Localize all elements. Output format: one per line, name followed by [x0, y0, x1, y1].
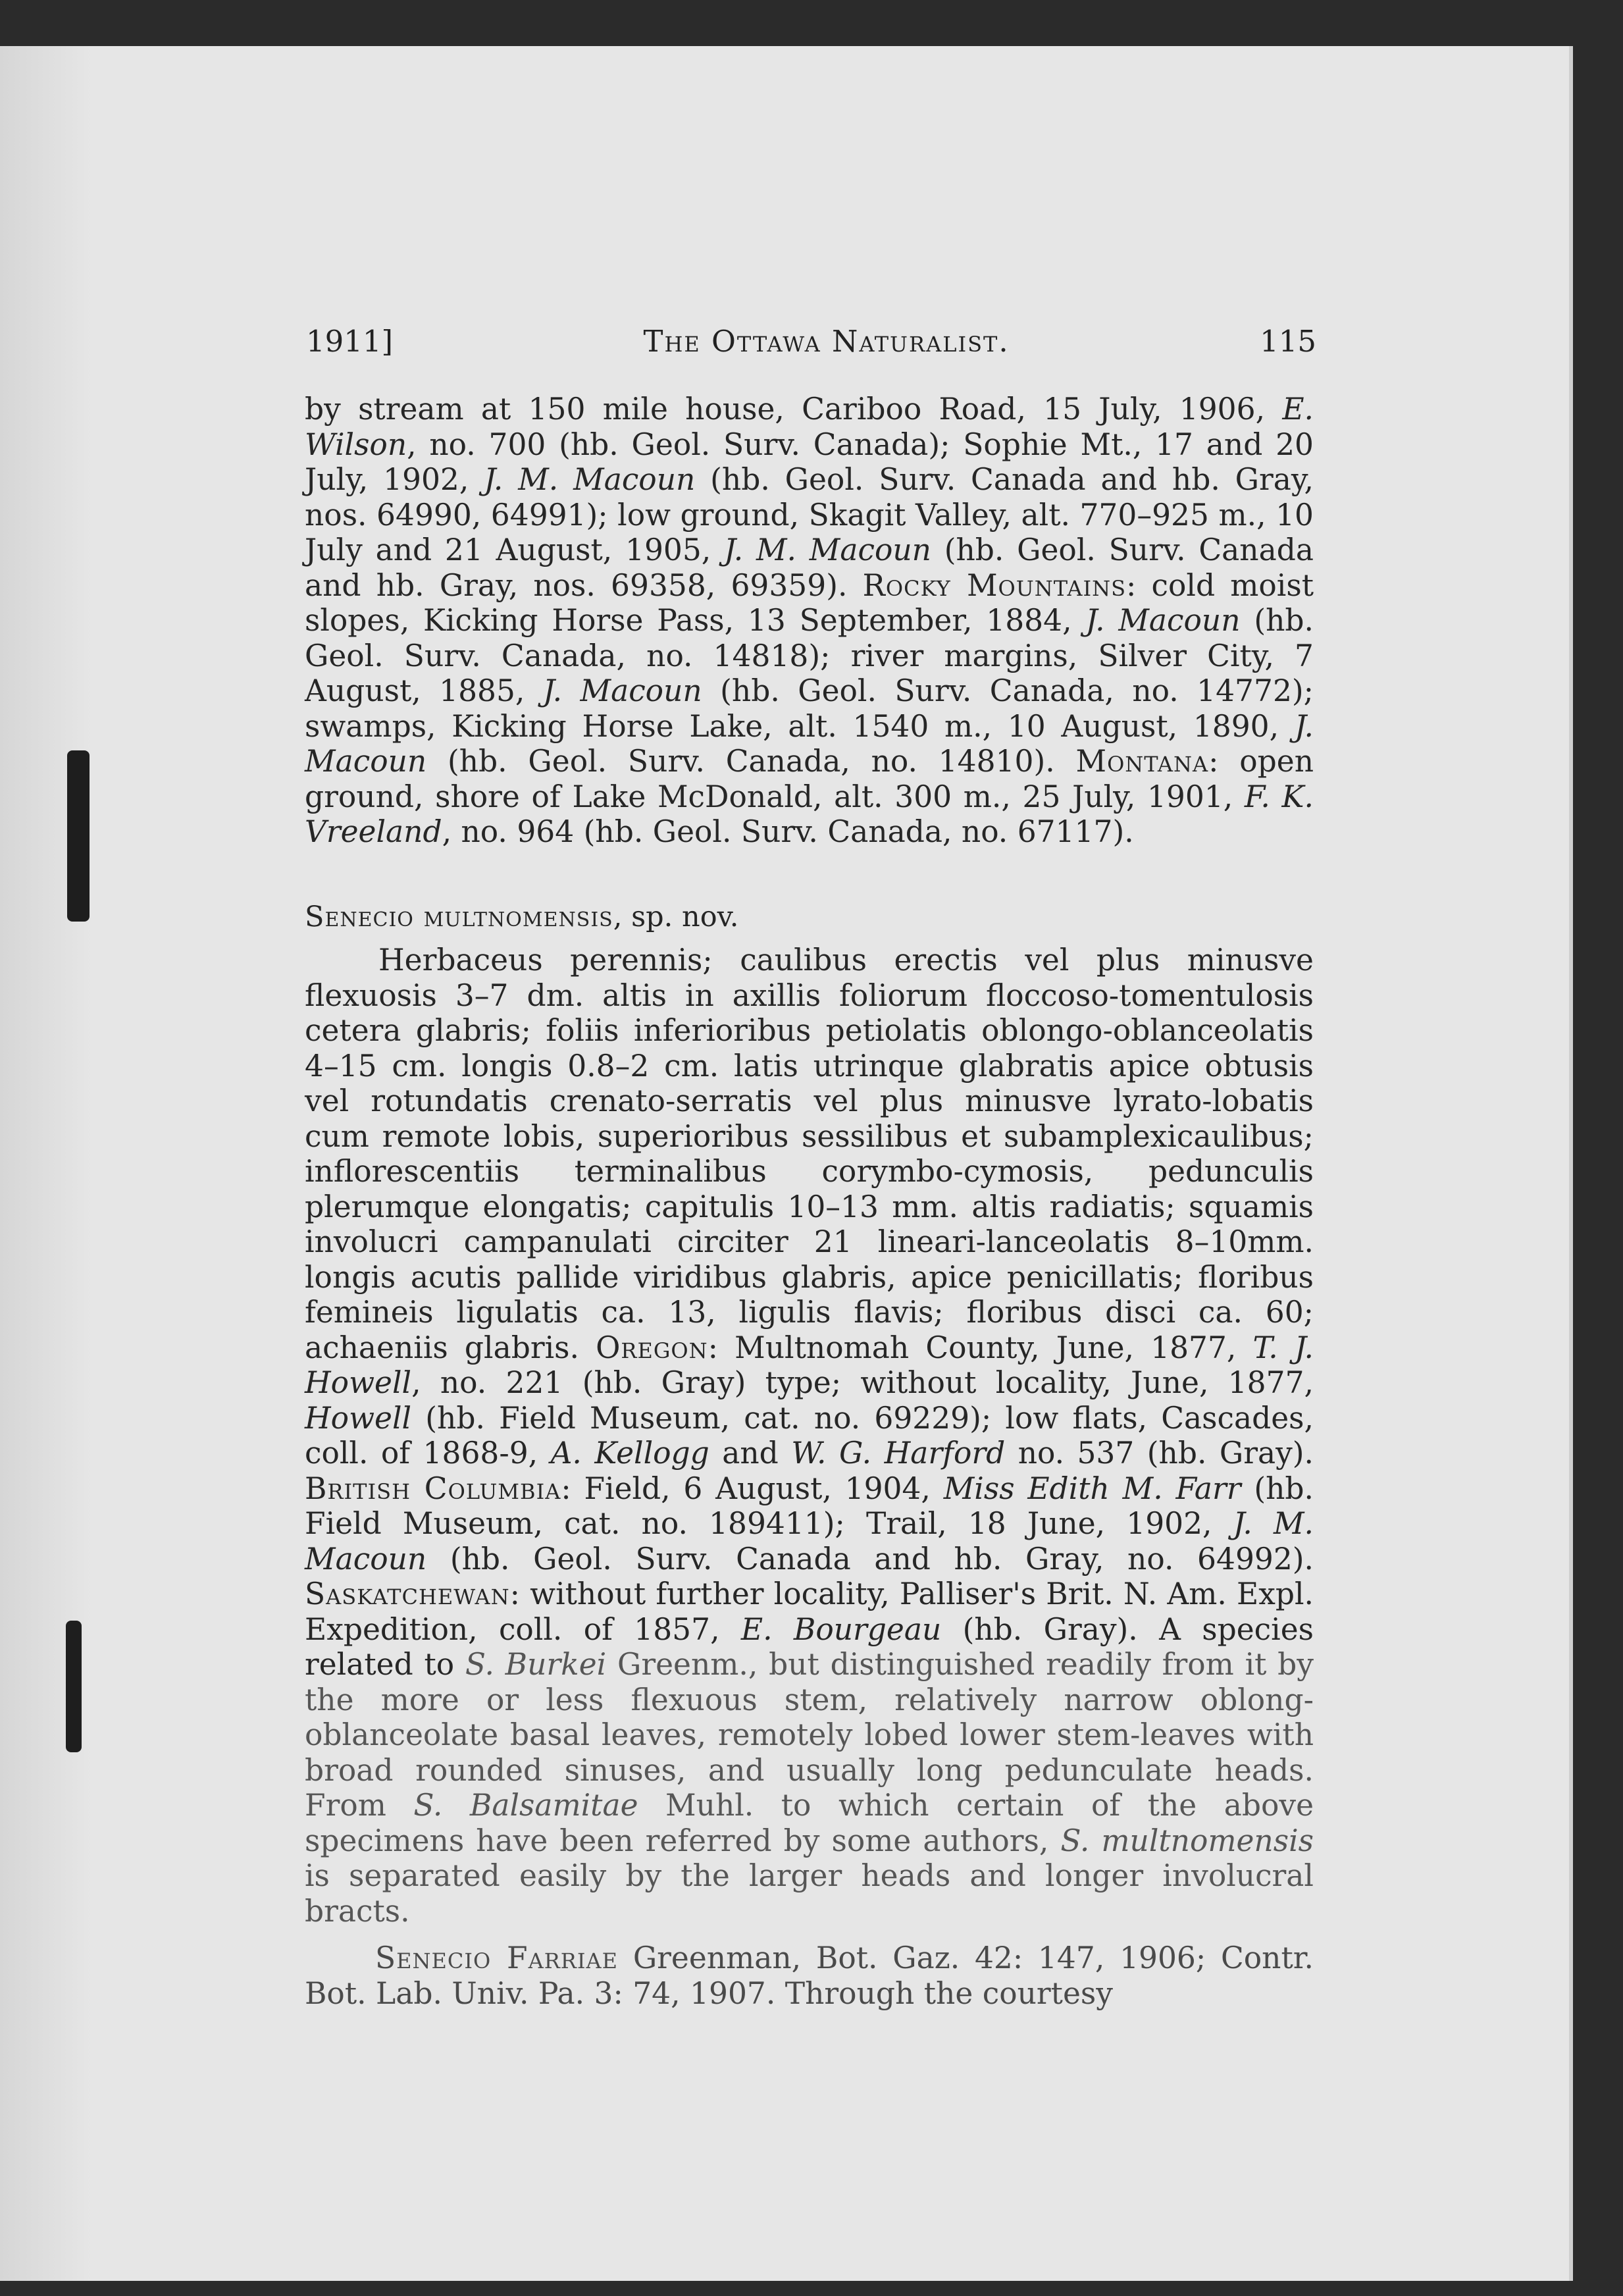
- region-montana: Montana: [1075, 744, 1209, 779]
- region-oregon: Oregon: [596, 1330, 708, 1365]
- region-saskatchewan: Saskatchewan: [305, 1577, 510, 1611]
- paragraph-species-description: Herbaceus perennis; caulibus erectis vel plus minusve flexuosis 3–7 dm. altis in axillis foliorum floccoso-tomentulosis cetera glabris; foliis inferioribus petiolatis oblongo-oblanceolatis 4–15 cm. longis 0.8–2 cm. latis utrinque glabratis apice obtusis vel rotundatis crenato-serratis vel plus minusve lyrato-lobatis cum remote lobis, superioribus sessilibus et subamplexicaulibus; inflorescentiis terminalibus corymbo-cymosis, pedunculis plerumque elongatis; capitulis 10–13 mm. altis radiatis; squamis involucri campanulati circiter 21 lineari-lanceolatis 8–10mm. longis acutis pallide viridibus glabris, apice penicillatis; floribus femineis ligulatis ca. 13, ligulis flavis; floribus disci ca. 60; achaeniis glabris. Oregon: Multnomah County, June, 1877, T. J. Howell, no. 221 (hb. Gray) type; without locality, June, 1877, Howell (hb. Field Museum, cat. no. 69229); low flats, Cascades, coll. of 1868-9, A. Kellogg and W. G. Harford no. 537 (hb. Gray). British Columbia: Field, 6 August, 1904, Miss Edith M. Farr (hb. Field Museum, cat. no. 189411); Trail, 18 June, 1902, J. M. Macoun (hb. Geol. Surv. Canada and hb. Gray, no. 64992). Saskatchewan: without further locality, Palliser's Brit. N. Am. Expl. Expedition, coll. of 1857, E. Bourgeau (hb. Gray). A species related to S. Burkei Greenm., but distinguished readily from it by the more or less flexuous stem, relatively narrow oblong-oblanceolate basal leaves, remotely lobed lower stem-leaves with broad rounded sinuses, and usually long pedunculate heads. From S. Balsamitae Muhl. to which certain of the above specimens have been referred by some authors, S. multnomensis is separated easily by the larger heads and longer involucral bracts.: [305, 943, 1314, 1929]
- page-gutter-shadow: [0, 46, 92, 2281]
- margin-mark-bottom: [66, 1621, 82, 1752]
- margin-mark-top: [67, 750, 90, 922]
- paragraph-specimens-continued: by stream at 150 mile house, Cariboo Road, 15 July, 1906, E. Wilson, no. 700 (hb. Geol. Surv. Canada); Sophie Mt., 17 and 20 July, 1902, J. M. Macoun (hb. Geol. Surv. Canada and hb. Gray, nos. 64990, 64991); low ground, Skagit Valley, alt. 770–925 m., 10 July and 21 August, 1905, J. M. Macoun (hb. Geol. Surv. Canada and hb. Gray, nos. 69358, 69359). Rocky Mountains: cold moist slopes, Kicking Horse Pass, 13 September, 1884, J. Macoun (hb. Geol. Surv. Canada, no. 14818); river margins, Silver City, 7 August, 1885, J. Macoun (hb. Geol. Surv. Canada, no. 14772); swamps, Kicking Horse Lake, alt. 1540 m., 10 August, 1890, J. Macoun (hb. Geol. Surv. Canada, no. 14810). Montana: open ground, shore of Lake McDonald, alt. 300 m., 25 July, 1901, F. K. Vreeland, no. 964 (hb. Geol. Surv. Canada, no. 67117).: [305, 392, 1314, 849]
- region-rocky-mountains: Rocky Mountains: [862, 567, 1127, 603]
- journal-title: The Ottawa Naturalist.: [643, 324, 1010, 359]
- running-head: [306, 324, 1316, 363]
- species-name: Senecio multnomensis: [305, 900, 613, 933]
- region-british-columbia: British Columbia: [305, 1471, 561, 1506]
- paragraph-senecio-farriae: Senecio Farriae Greenman, Bot. Gaz. 42: 147, 1906; Contr. Bot. Lab. Univ. Pa. 3: 74, 1907. Through the courtesy: [305, 1941, 1314, 2011]
- page-number: 115: [1260, 324, 1316, 359]
- species-name-farriae: Senecio Farriae: [375, 1941, 619, 1975]
- page-right-edge: [1569, 46, 1573, 2281]
- species-heading: Senecio multnomensis, sp. nov.: [305, 900, 739, 933]
- header-year: 1911]: [306, 324, 394, 359]
